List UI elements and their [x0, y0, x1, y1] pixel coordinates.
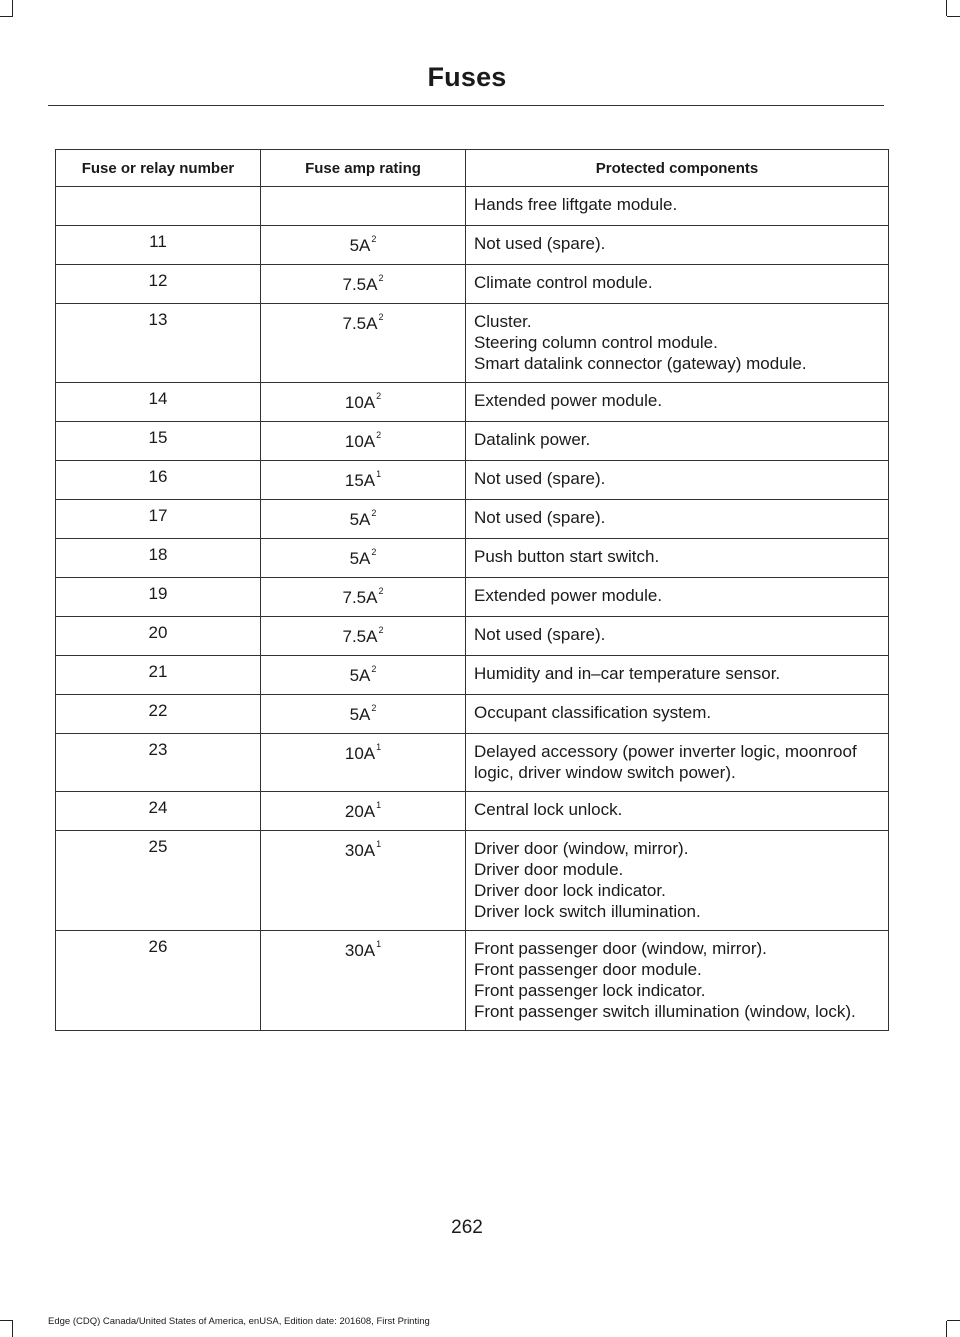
amp-rating-cell [261, 734, 466, 792]
crop-mark [0, 16, 13, 17]
component-item: Datalink power. [474, 430, 591, 449]
fuse-number-cell: 22 [56, 695, 261, 734]
component-item: Push button start switch. [474, 547, 660, 566]
amp-rating-value: 7.5A [342, 588, 378, 607]
crop-mark [947, 1320, 960, 1321]
amp-rating-cell [261, 931, 466, 1031]
amp-rating-cell [261, 304, 466, 383]
protected-components-cell [466, 226, 889, 265]
amp-rating-cell [261, 461, 466, 500]
footnote-marker: 2 [371, 547, 377, 557]
component-item: Hands free liftgate module. [474, 195, 678, 214]
table-row [56, 792, 889, 831]
protected-components-cell [466, 422, 889, 461]
footnote-marker: 1 [376, 800, 382, 810]
component-item: Humidity and in–car temperature sensor. [474, 664, 781, 683]
amp-rating-cell [261, 226, 466, 265]
table-row [56, 656, 889, 695]
fuse-table-body [56, 187, 889, 1031]
amp-rating-value: 30A [344, 841, 376, 860]
component-item: Front passenger door module. [474, 960, 702, 979]
crop-mark [12, 1321, 13, 1337]
footnote-marker: 1 [376, 469, 382, 479]
amp-rating-cell [261, 500, 466, 539]
amp-rating-cell [261, 831, 466, 931]
footnote-marker: 1 [376, 742, 382, 752]
amp-rating-value: 5A [349, 705, 371, 724]
protected-components-cell [466, 383, 889, 422]
protected-components-cell [466, 831, 889, 931]
component-item: Driver door (window, mirror). [474, 839, 689, 858]
amp-rating-cell [261, 792, 466, 831]
amp-rating-value: 5A [349, 666, 371, 685]
footnote-marker: 2 [371, 664, 377, 674]
table-row [56, 383, 889, 422]
footnote-marker: 2 [378, 625, 384, 635]
fuse-table [55, 149, 889, 1031]
footnote-marker: 2 [371, 508, 377, 518]
component-item: Driver lock switch illumination. [474, 902, 701, 921]
amp-rating-value: 5A [349, 549, 371, 568]
component-item: Not used (spare). [474, 508, 606, 527]
table-row [56, 304, 889, 383]
protected-components-cell [466, 265, 889, 304]
table-row [56, 461, 889, 500]
table-row [56, 931, 889, 1031]
amp-rating-value: 7.5A [342, 627, 378, 646]
amp-rating-value: 15A [344, 471, 376, 490]
amp-rating-cell [261, 578, 466, 617]
protected-components-cell [466, 695, 889, 734]
crop-mark [947, 16, 960, 17]
crop-mark [0, 1320, 13, 1321]
fuse-number-cell: 20 [56, 617, 261, 656]
component-item: Extended power module. [474, 391, 663, 410]
fuse-number-cell: 24 [56, 792, 261, 831]
protected-components-cell [466, 792, 889, 831]
protected-components-cell [466, 461, 889, 500]
footnote-marker: 2 [371, 234, 377, 244]
footer-edition-info: Edge (CDQ) Canada/United States of America, enUSA, Edition date: 201608, First Printing [48, 1316, 430, 1327]
table-row [56, 187, 889, 226]
component-item: Extended power module. [474, 586, 663, 605]
footnote-marker: 2 [378, 586, 384, 596]
component-item: Smart datalink connector (gateway) module. [474, 354, 807, 373]
table-row [56, 422, 889, 461]
amp-rating-cell [261, 539, 466, 578]
amp-rating-value: 7.5A [342, 275, 378, 294]
component-item: Climate control module. [474, 273, 653, 292]
component-item: Cluster. [474, 312, 532, 331]
fuse-number-cell [56, 187, 261, 226]
fuse-number-cell: 21 [56, 656, 261, 695]
table-row [56, 695, 889, 734]
amp-rating-cell [261, 656, 466, 695]
column-header-amp-rating: Fuse amp rating [261, 150, 466, 187]
table-row [56, 539, 889, 578]
column-header-protected-components: Protected components [466, 150, 889, 187]
crop-mark [946, 0, 947, 16]
component-item: Central lock unlock. [474, 800, 623, 819]
component-item: Front passenger door (window, mirror). [474, 939, 767, 958]
table-row [56, 578, 889, 617]
fuse-number-cell: 17 [56, 500, 261, 539]
table-row [56, 226, 889, 265]
footnote-marker: 2 [376, 430, 382, 440]
fuse-number-cell: 25 [56, 831, 261, 931]
amp-rating-value: 5A [349, 236, 371, 255]
component-item: Steering column control module. [474, 333, 718, 352]
amp-rating-value: 5A [349, 510, 371, 529]
protected-components-cell [466, 578, 889, 617]
page-title: Fuses [427, 62, 507, 92]
amp-rating-cell [261, 383, 466, 422]
fuse-number-cell: 14 [56, 383, 261, 422]
amp-rating-cell [261, 265, 466, 304]
protected-components-cell [466, 187, 889, 226]
fuse-number-cell: 23 [56, 734, 261, 792]
amp-rating-value: 7.5A [342, 314, 378, 333]
column-header-fuse-number: Fuse or relay number [56, 150, 261, 187]
table-header-row [56, 150, 889, 187]
protected-components-cell [466, 656, 889, 695]
table-row [56, 831, 889, 931]
component-item: Not used (spare). [474, 234, 606, 253]
fuse-number-cell: 18 [56, 539, 261, 578]
crop-mark [946, 1321, 947, 1337]
fuse-number-cell: 19 [56, 578, 261, 617]
footnote-marker: 2 [378, 312, 384, 322]
page-number: 262 [451, 1217, 483, 1238]
title-divider [48, 105, 884, 106]
footnote-marker: 2 [378, 273, 384, 283]
amp-rating-cell [261, 422, 466, 461]
amp-rating-value: 20A [344, 802, 376, 821]
protected-components-cell [466, 304, 889, 383]
protected-components-cell [466, 500, 889, 539]
amp-rating-cell [261, 695, 466, 734]
component-item: Delayed accessory (power inverter logic, moonroof logic, driver window switch power). [474, 742, 857, 782]
protected-components-cell [466, 617, 889, 656]
amp-rating-value: 10A [344, 432, 376, 451]
fuse-number-cell: 11 [56, 226, 261, 265]
fuse-number-cell: 16 [56, 461, 261, 500]
component-item: Occupant classification system. [474, 703, 712, 722]
amp-rating-value: 30A [344, 941, 376, 960]
amp-rating-cell [261, 617, 466, 656]
amp-rating-cell [261, 187, 466, 226]
fuse-number-cell: 13 [56, 304, 261, 383]
amp-rating-value: 10A [344, 744, 376, 763]
table-row [56, 734, 889, 792]
protected-components-cell [466, 734, 889, 792]
fuse-number-cell: 15 [56, 422, 261, 461]
table-row [56, 265, 889, 304]
component-item: Driver door module. [474, 860, 624, 879]
fuse-number-cell: 26 [56, 931, 261, 1031]
protected-components-cell [466, 931, 889, 1031]
amp-rating-value: 10A [344, 393, 376, 412]
component-item: Driver door lock indicator. [474, 881, 666, 900]
component-item: Not used (spare). [474, 625, 606, 644]
component-item: Front passenger switch illumination (window, lock). [474, 1002, 856, 1021]
protected-components-cell [466, 539, 889, 578]
footnote-marker: 1 [376, 939, 382, 949]
table-row [56, 500, 889, 539]
footnote-marker: 1 [376, 839, 382, 849]
component-item: Front passenger lock indicator. [474, 981, 706, 1000]
crop-mark [12, 0, 13, 16]
component-item: Not used (spare). [474, 469, 606, 488]
footnote-marker: 2 [371, 703, 377, 713]
footnote-marker: 2 [376, 391, 382, 401]
fuse-number-cell: 12 [56, 265, 261, 304]
table-row [56, 617, 889, 656]
